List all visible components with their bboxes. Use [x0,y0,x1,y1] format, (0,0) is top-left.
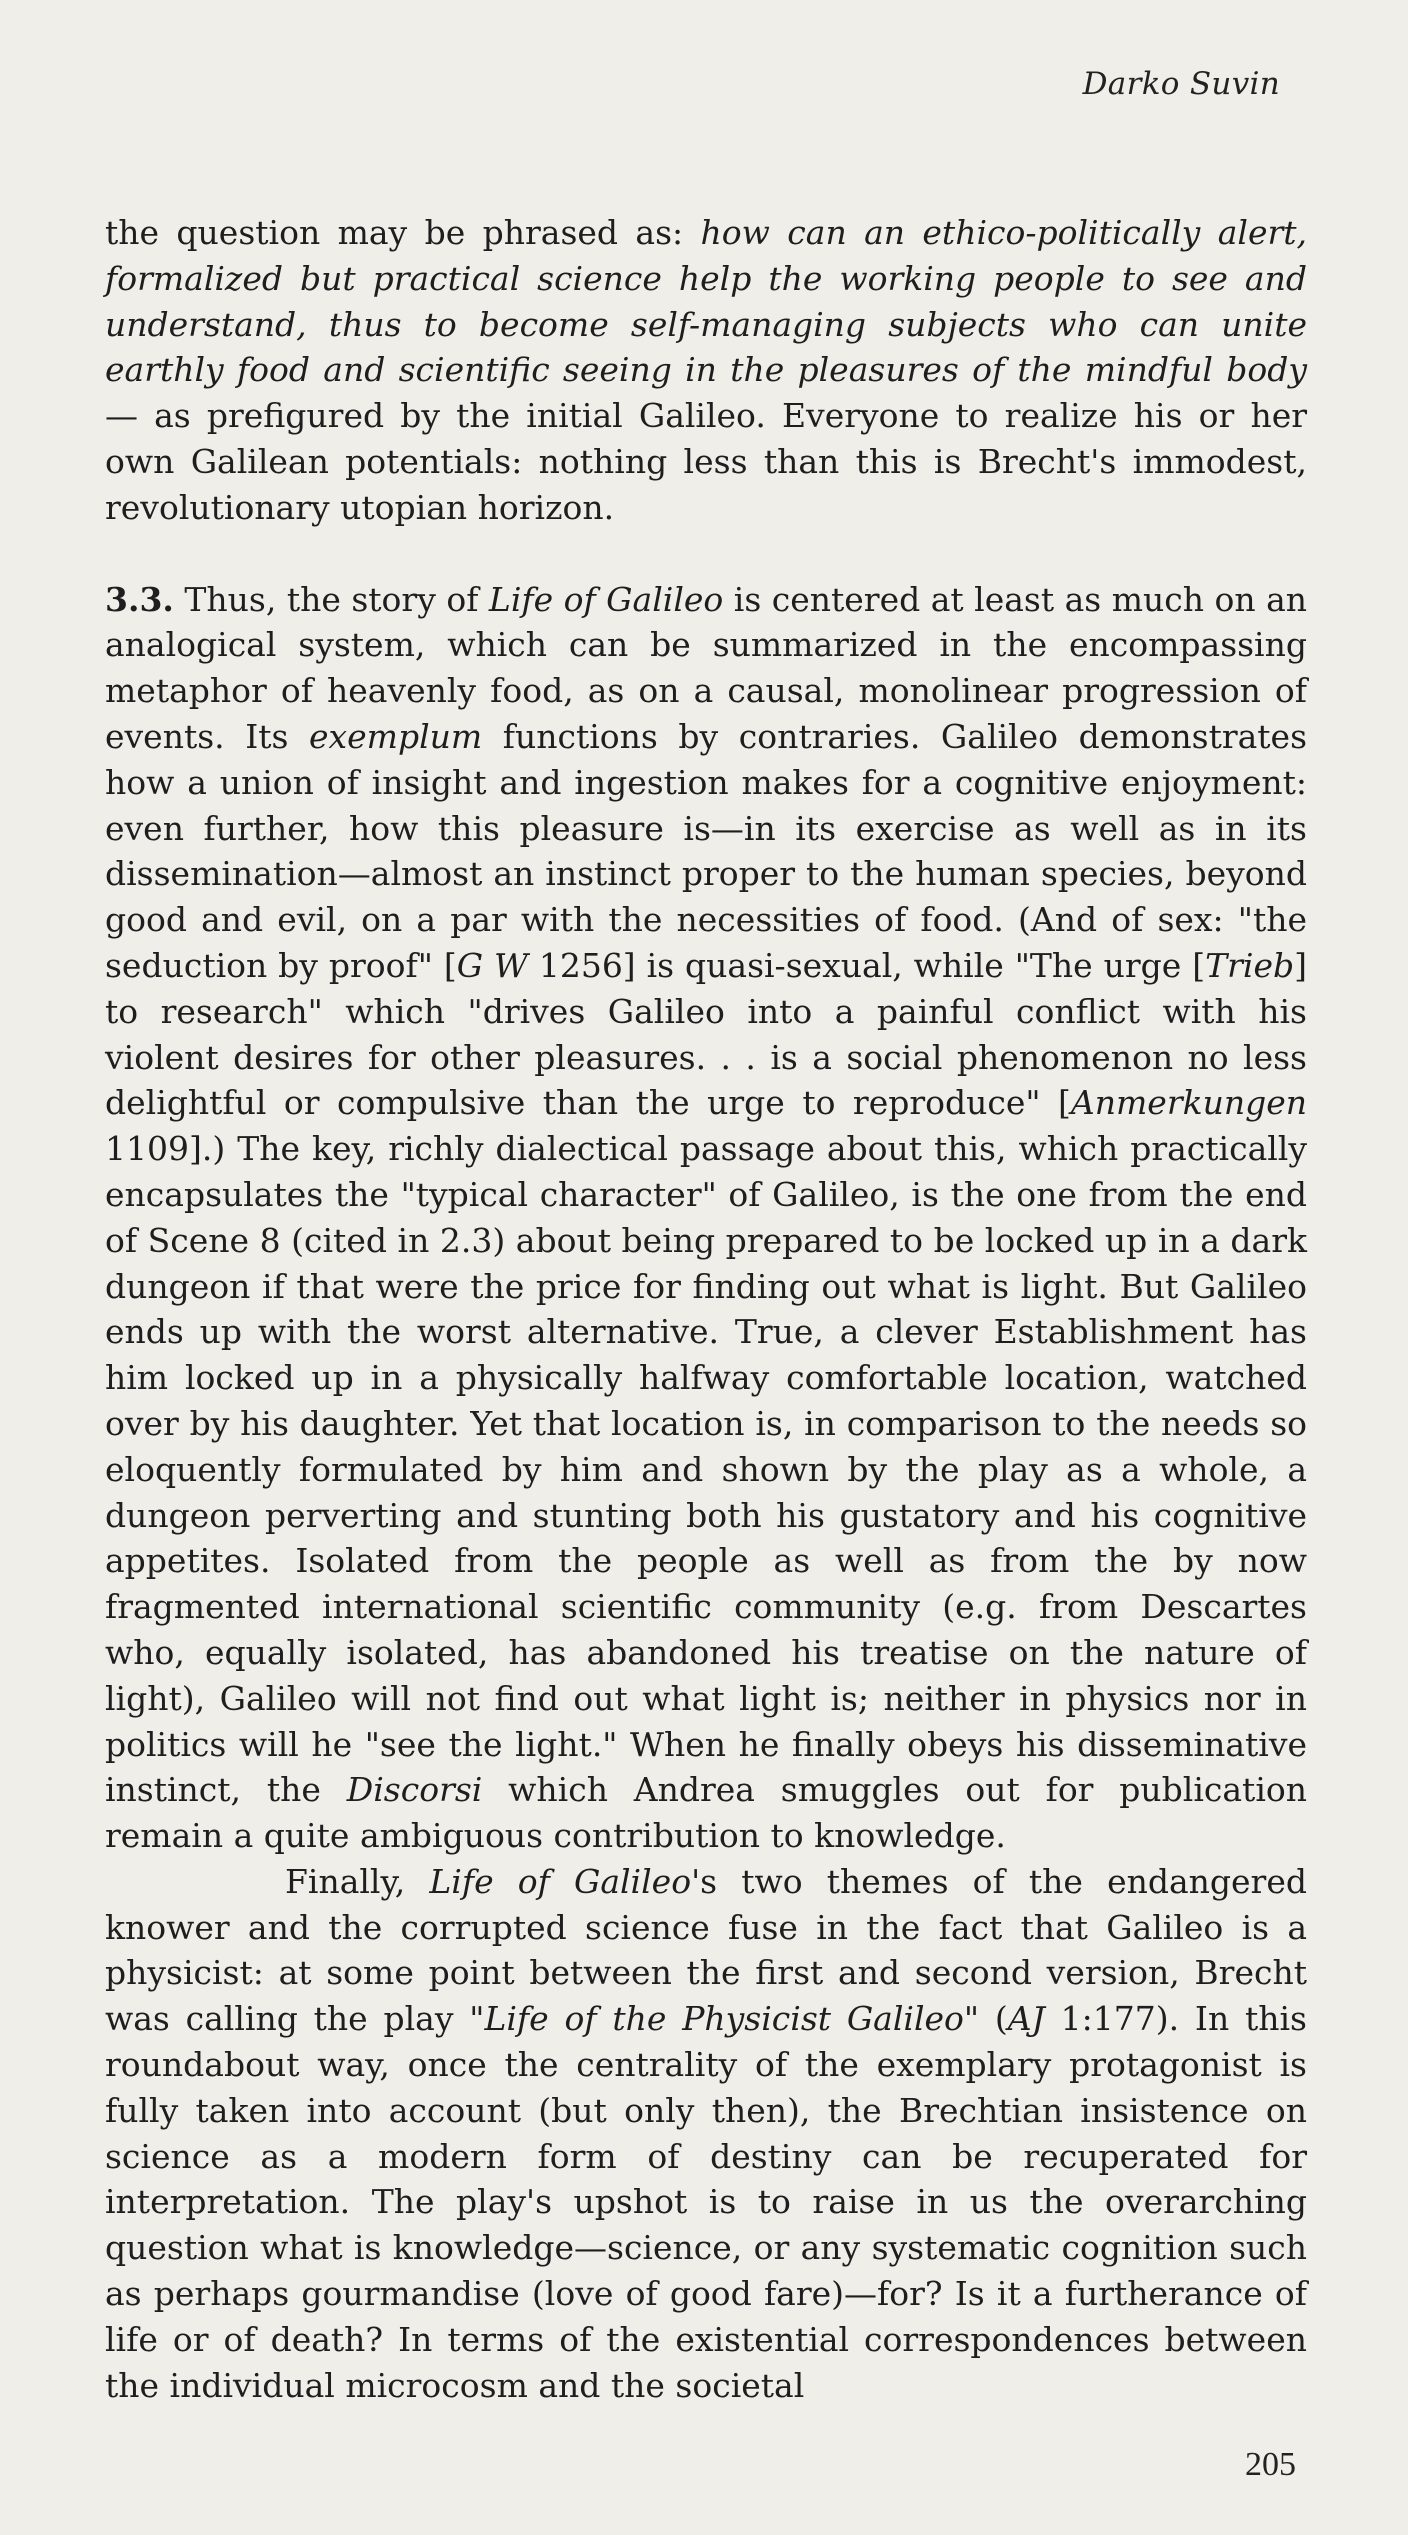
text-span: functions by contraries. Galileo demonstrates how a union of insight and ingestion makes for a cognitive enjoyment: even further, how this pleasure is—in its exercise as well as in its dissemination—almost an instinct proper to the human species, beyond good and evil, on a par with the necessities of food. (And of sex: "the seduction by proof" [ [105,716,1308,985]
paragraph-1 [105,210,1307,531]
paragraph-finally [105,1859,1307,2409]
text-span: 1:177). In this roundabout way, once the centrality of the exemplary protagonist is fully taken into account (but only then), the Brechtian insistence on science as a modern form of destiny can be recuperated for interpretation. The play's upshot is to raise in us the overarching question what is knowledge—science, or any systematic cognition such as perhaps gourmandise (love of good fare)—for? Is it a furtherance of life or of death? In terms of the existential correspondences between the individual microcosm and the societal [105,1999,1307,2405]
italic-title: Life of Galileo [429,1861,692,1901]
text-span: ] to research" which "drives Galileo into a painful conflict with his violent desires for other pleasures. . . is a social phenomenon no less delightful or compulsive than the urge to reproduce" [ [105,945,1307,1123]
italic-citation: Anmerkungen [1070,1083,1307,1123]
paragraph-3-3 [105,577,1307,1859]
italic-citation: AJ [1007,1999,1045,2039]
text-span: " ( [963,1999,1008,2039]
text-span: — as prefigured by the initial Galileo. Everyone to realize his or her own Galilean potentials: nothing less than this is Brecht's immodest, revolutionary utopian horizon. [105,396,1307,527]
text-span: 1109].) The key, richly dialectical passage about this, which practically encapsulates the "typical character" of Galileo, is the one from the end of Scene 8 (cited in 2.3) about being prepared to be locked up in a dark dungeon if that were the price for finding out what is light. But Galileo ends up with the worst alternative. True, a clever Establishment has him locked up in a physically halfway comfortable location, watched over by his daughter. Yet that location is, in comparison to the needs so eloquently formulated by him and shown by the play as a whole, a dungeon perverting and stunting both his gustatory and his cognitive appetites. Isolated from the people as well as from the by now fragmented international scientific community (e.g. from Descartes who, equally isolated, has abandoned his treatise on the nature of light), Galileo will not find out what light is; neither in physics nor in politics will he "see the light." When he finally obeys his disseminative instinct, the [105,1129,1307,1810]
italic-citation: G W [456,945,528,985]
italic-term: Trieb [1205,945,1295,985]
section-number: 3.3. [105,579,174,619]
text-span: 1256] is quasi-sexual, while "The urge [ [527,945,1206,985]
italic-title: Discorsi [346,1770,483,1810]
running-head-author: Darko Suvin [1082,66,1280,102]
page-number: 205 [1245,2446,1296,2483]
text-span: 's two themes of the endangered knower and the corrupted science fuse in the fact that Galileo is a physicist: at some point between the first and second version, Brecht was calling the play " [105,1861,1307,2039]
text-span: is centered at least as much on an analogical system, which can be summarized in the encompassing metaphor of heavenly food, as on a causal, monolinear progression of events. Its [105,579,1308,756]
text-span: which Andrea smuggles out for publication remain a quite ambiguous contribution to knowledge. [105,1770,1307,1856]
text-span: Finally, [285,1861,430,1901]
italic-term: exemplum [309,716,483,756]
italic-title: Life of Galileo [488,579,724,619]
text-span: Thus, the story of [173,579,489,619]
body-text [105,210,1307,2408]
italic-question: how can an ethico-politically alert, formalized but practical science help the working people to see and understand, thus to become self-managing subjects who can unite earthly food and scientific seeing in the pleasures of the mindful body [105,213,1307,390]
text-span: the question may be phrased as: [105,213,701,252]
italic-title: Life of the Physicist Galileo [484,1999,964,2039]
